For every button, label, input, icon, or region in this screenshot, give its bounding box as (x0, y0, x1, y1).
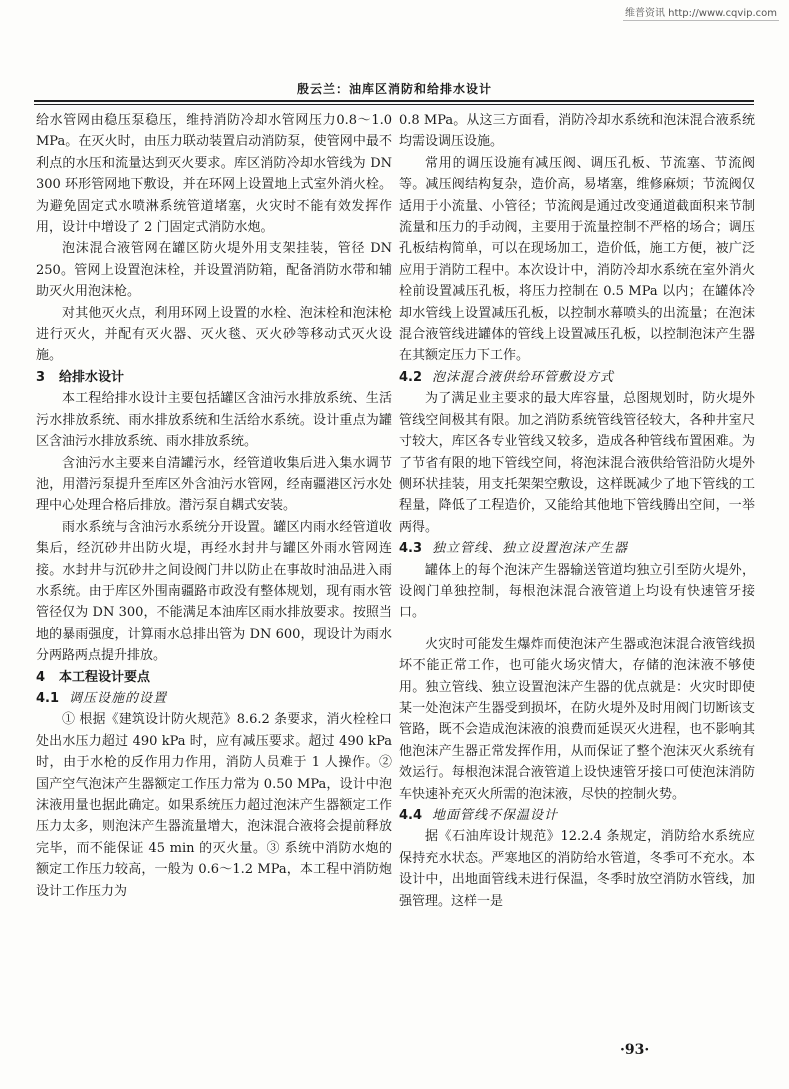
section-title: 调压设施的设置 (69, 690, 168, 706)
header-rule-thin (34, 104, 754, 105)
paragraph: 0.8 MPa。从这三方面看，消防冷却水系统和泡沫混合液系统均需设调压设施。 (399, 113, 755, 150)
header-rule-thick (34, 100, 754, 102)
paragraph: 泡沫混合液管网在罐区防火堤外用支架挂装，管径 DN 250。管网上设置泡沫栓，并设置消防箱，配备消防水带和辅助灭火用泡沫枪。 (36, 241, 392, 300)
right-column (399, 110, 755, 912)
paragraph: 据《石油库设计规范》12.2.4 条规定，消防给水系统应保持充水状态。严寒地区的消防给水管道，冬季可不充水。本设计中，出地面管线未进行保温，冬季时放空消防水管线，加强管理。这样一是 (399, 829, 755, 909)
paragraph: ① 根据《建筑设计防火规范》8.6.2 条要求，消火栓栓口处出水压力超过 490 kPa 时，应有减压要求。超过 490 kPa 时，由于水枪的反作用力作用，消防人员难于 1 人操作。② 国产空气泡沫产生器额定工作压力常为 0.50 MPa，设计中泡沫液用量也据此确定。如果系统压力超过泡沫产生器额定工作压力太多，则泡沫产生器流量增大，泡沫混合液将会提前释放完毕，而不能保证 45 min 的灭火量。③ 系统中消防水炮的额定工作压力较高，一般为 0.6～1.2 MPa，本工程中消防炮设计工作压力为 (36, 712, 392, 899)
section-heading (399, 805, 755, 826)
section-number: 4.1 (36, 690, 60, 706)
watermark: 维普资讯 http://www.cqvip.com (623, 4, 779, 21)
paragraph: 含油污水主要来自清罐污水，经管道收集后进入集水调节池，用潜污泵提升至库区外含油污水管网，经南疆港区污水处理中心处理合格后排放。潜污泵自耦式安装。 (36, 455, 392, 514)
page-number: ·93· (620, 1042, 650, 1058)
section-title: 本工程设计要点 (59, 669, 151, 685)
paragraph: 对其他灭火点，利用环网上设置的水栓、泡沫栓和泡沫枪进行灭火，并配有灭火器、灭火毯、灭火砂等移动式灭火设施。 (36, 305, 392, 364)
paragraph-gap (399, 624, 755, 634)
section-title: 给排水设计 (59, 369, 125, 385)
paragraph: 雨水系统与含油污水系统分开设置。罐区内雨水经管道收集后，经沉砂井出防火堤，再经水封井与罐区外雨水管网连接。水封井与沉砂井之间设阀门井以防止在事故时油品进入雨水系统。由于库区外围南疆路市政没有整体规划，现有雨水管管径仅为 DN 300，不能满足本油库区雨水排放要求。按照当地的暴雨强度，计算雨水总排出管为 DN 600，现设计为雨水分两路两点提升排放。 (36, 519, 392, 664)
running-head: 殷云兰：油库区消防和给排水设计 (296, 82, 492, 96)
section-heading (36, 688, 392, 709)
left-column (36, 110, 392, 902)
section-heading (36, 367, 392, 388)
section-number: 4 (36, 669, 46, 685)
section-number: 3 (36, 369, 46, 385)
section-title: 泡沫混合液供给环管敷设方式 (432, 369, 615, 385)
section-heading (399, 367, 755, 388)
section-number: 4.4 (399, 808, 423, 823)
section-number: 4.2 (399, 369, 423, 385)
section-heading (36, 667, 392, 688)
section-number: 4.3 (399, 541, 423, 557)
section-title: 地面管线不保温设计 (432, 808, 559, 823)
section-heading (399, 538, 755, 559)
paragraph: 为了满足业主要求的最大库容量，总图规划时，防火堤外管线空间极其有限。加之消防系统管线管径较大，各种井室尺寸较大，库区各专业管线又较多，造成各种管线布置困难。为了节省有限的地下管线空间，将泡沫混合液供给管沿防火堤外侧环状挂装，用支托架架空敷设，这样既减少了地下管线的工程量，降低了工程造价，又能给其他地下管线腾出空间，一举两得。 (399, 391, 755, 535)
paragraph: 常用的调压设施有减压阀、调压孔板、节流塞、节流阀等。减压阀结构复杂，造价高，易堵塞，维修麻烦；节流阀仅适用于小流量、小管径；节流阀是通过改变通道截面积来节制流量和压力的手动阀，主要用于流量控制不严格的场合；调压孔板结构简单，可以在现场加工，造价低，施工方便，被广泛应用于消防工程中。本次设计中，消防冷却水系统在室外消火栓前设置减压孔板，将压力控制在 0.5 MPa 以内；在罐体冷却水管线上设置减压孔板，以控制水幕喷头的出流量；在泡沫混合液管线进罐体的管线上设置减压孔板，以控制泡沫产生器在其额定压力下工作。 (399, 155, 755, 364)
paragraph: 火灾时可能发生爆炸而使泡沫产生器或泡沫混合液管线损坏不能正常工作，也可能火场灾情大，存储的泡沫液不够使用。独立管线、独立设置泡沫产生器的优点就是：火灾时即使某一处泡沫产生器受到损坏，在防火堤外及时用阀门切断该支管路，既不会造成泡沫液的浪费而延误灭火进程，也不影响其他泡沫产生器正常发挥作用，从而保证了整个泡沫灭火系统有效运行。每根泡沫混合液管道上设快速管牙接口可使泡沫消防车快速补充灭火所需的泡沫液，尽快的控制火势。 (399, 636, 755, 802)
paragraph: 罐体上的每个泡沫产生器输送管道均独立引至防火堤外，设阀门单独控制，每根泡沫混合液管道上均设有快速管牙接口。 (399, 562, 755, 621)
paragraph: 本工程给排水设计主要包括罐区含油污水排放系统、生活污水排放系统、雨水排放系统和生活给水系统。设计重点为罐区含油污水排放系统、雨水排放系统。 (36, 391, 392, 450)
section-title: 独立管线、独立设置泡沫产生器 (432, 541, 629, 557)
paragraph: 给水管网由稳压泵稳压，维持消防冷却水管网压力0.8～1.0 MPa。在灭火时，由压力联动装置启动消防泵，使管网中最不利点的水压和流量达到灭火要求。库区消防冷却水管线为 DN 300 环形管网地下敷设，并在环网上设置地上式室外消火栓。为避免固定式水喷淋系统管道堵塞，火灾时不能有效发挥作用，设计中增设了 2 门固定式消防水炮。 (36, 113, 392, 236)
